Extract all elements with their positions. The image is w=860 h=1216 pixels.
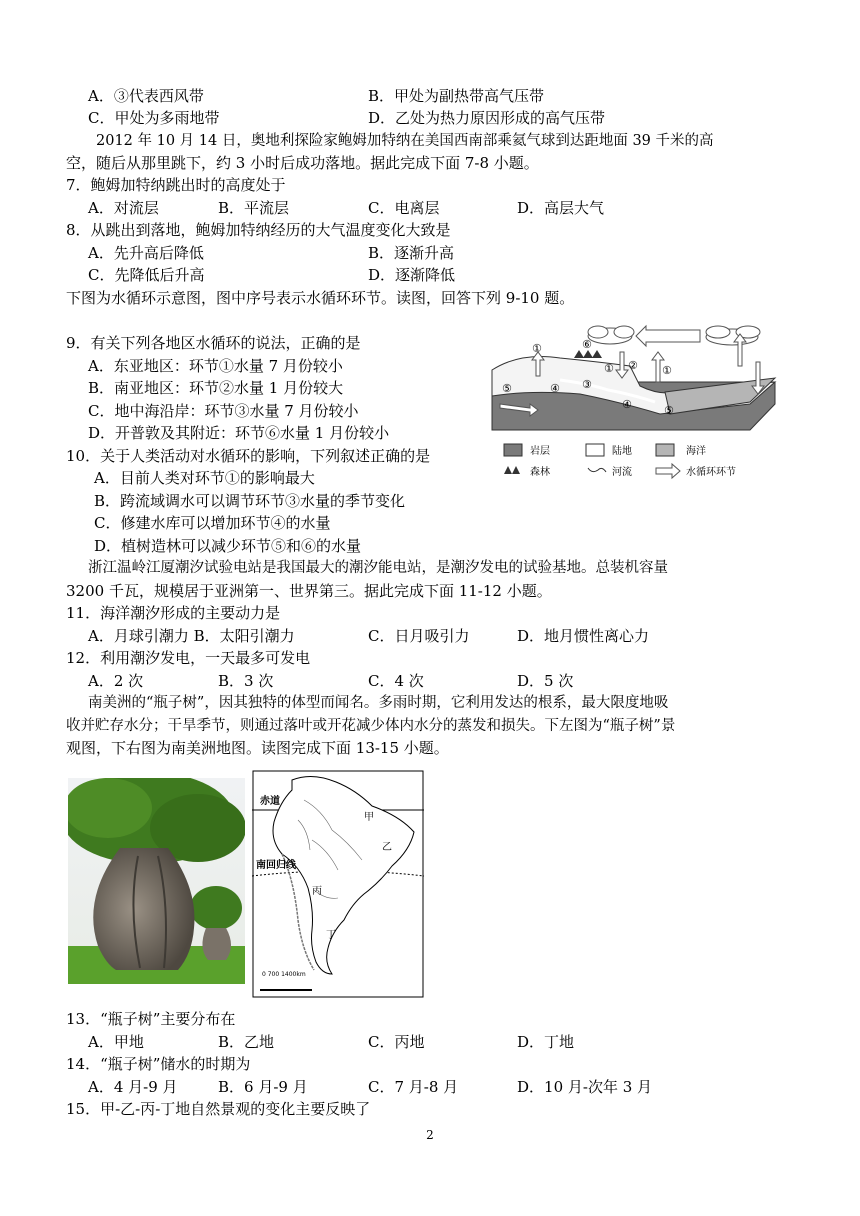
svg-text:①: ① <box>604 362 614 375</box>
page-number: 2 <box>426 1128 434 1142</box>
svg-text:③: ③ <box>582 378 592 391</box>
q8-option-a: A．先升高后降低 <box>88 244 204 262</box>
svg-text:0 700 1400km: 0 700 1400km <box>262 971 306 978</box>
q7-option-c: C．电离层 <box>368 199 440 217</box>
passage3-line3: 观图，下右图为南美洲地图。读图完成下面 13-15 小题。 <box>66 739 449 757</box>
svg-text:赤道: 赤道 <box>260 796 280 807</box>
q11-option-a-b: A．月球引潮力 B．太阳引潮力 <box>88 627 295 645</box>
q14-option-a: A．4 月-9 月 <box>88 1078 178 1096</box>
passage3-line1: 南美洲的“瓶子树”，因其独特的体型而闻名。多雨时期，它利用发达的根系，最大限度地吸 <box>88 695 669 711</box>
q9-stem: 9．有关下列各地区水循环的说法，正确的是 <box>66 334 361 352</box>
svg-text:①: ① <box>662 364 672 377</box>
arrow-icon <box>636 326 700 346</box>
q11-option-d: D．地月惯性离心力 <box>517 627 650 645</box>
svg-text:岩层: 岩层 <box>530 446 550 457</box>
south-america-map <box>252 770 424 998</box>
q12-stem: 12．利用潮汐发电，一天最多可发电 <box>66 649 311 667</box>
svg-text:⑤: ⑤ <box>664 404 674 417</box>
q11-option-c: C．日月吸引力 <box>368 627 470 645</box>
forest-icon <box>574 350 602 358</box>
q13-stem: 13．“瓶子树”主要分布在 <box>66 1010 236 1028</box>
svg-text:水循环环节: 水循环环节 <box>686 467 736 478</box>
passage3-line2: 收并贮存水分；干旱季节，则通过落叶或开花减少体内水分的蒸发和损失。下左图为“瓶子树”景 <box>66 718 676 734</box>
q10-option-c: C．修建水库可以增加环节④的水量 <box>94 514 331 532</box>
q9-option-c: C．地中海沿岸：环节③水量 7 月份较小 <box>88 402 359 420</box>
svg-text:甲: 甲 <box>364 812 374 823</box>
q8-option-d: D．逐渐降低 <box>368 266 456 284</box>
svg-text:陆地: 陆地 <box>612 446 632 457</box>
q13-option-b: B．乙地 <box>218 1033 275 1051</box>
diagram-legend <box>504 444 736 478</box>
svg-text:⑤: ⑤ <box>502 382 512 395</box>
svg-text:①: ① <box>532 342 542 355</box>
svg-text:④: ④ <box>622 398 632 411</box>
q7-option-a: A．对流层 <box>88 199 159 217</box>
q10-option-a: A．目前人类对环节①的影响最大 <box>94 469 315 487</box>
q7-stem: 7．鲍姆加特纳跳出时的高度处于 <box>66 176 286 194</box>
svg-text:②: ② <box>628 359 638 372</box>
q13-option-a: A．甲地 <box>88 1033 144 1051</box>
q6-option-d: D．乙处为热力原因形成的高气压带 <box>368 109 606 127</box>
q10-option-d: D．植树造林可以减少环节⑤和⑥的水量 <box>94 537 362 555</box>
passage2-line1: 浙江温岭江厦潮汐试验电站是我国最大的潮汐能电站，是潮汐发电的试验基地。总装机容量 <box>88 560 668 576</box>
q12-option-b: B．3 次 <box>218 672 274 690</box>
passage1-line1: 2012 年 10 月 14 日，奥地利探险家鲍姆加特纳在美国西南部乘氦气球到达距地面 39 千米的高 <box>96 133 714 149</box>
q12-option-d: D．5 次 <box>517 672 574 690</box>
q12-option-a: A．2 次 <box>88 672 144 690</box>
svg-text:森林: 森林 <box>530 467 550 478</box>
passage2-line2: 3200 千瓦，规模居于亚洲第一、世界第三。据此完成下面 11-12 小题。 <box>66 582 552 600</box>
svg-text:南回归线: 南回归线 <box>256 860 296 871</box>
q12-option-c: C．4 次 <box>368 672 424 690</box>
q7-option-b: B．平流层 <box>218 199 290 217</box>
q7-option-d: D．高层大气 <box>517 199 605 217</box>
passage1-line2: 空，随后从那里跳下，约 3 小时后成功落地。据此完成下面 7-8 小题。 <box>66 154 539 172</box>
q14-option-b: B．6 月-9 月 <box>218 1078 308 1096</box>
q14-stem: 14．“瓶子树”储水的时期为 <box>66 1055 251 1073</box>
q14-option-d: D．10 月-次年 3 月 <box>517 1078 653 1096</box>
q13-option-d: D．丁地 <box>517 1033 575 1051</box>
q11-stem: 11．海洋潮汐形成的主要动力是 <box>66 604 281 622</box>
q8-option-b: B．逐渐升高 <box>368 244 455 262</box>
bottle-tree-photo <box>68 778 245 984</box>
q6-option-a: A．③代表西风带 <box>88 87 204 105</box>
q10-stem: 10．关于人类活动对水循环的影响，下列叙述正确的是 <box>66 447 431 465</box>
svg-text:⑥: ⑥ <box>582 338 592 351</box>
q13-option-c: C．丙地 <box>368 1033 425 1051</box>
q8-option-c: C．先降低后升高 <box>88 266 205 284</box>
q9-option-a: A．东亚地区：环节①水量 7 月份较小 <box>88 357 343 375</box>
svg-text:乙: 乙 <box>382 842 392 853</box>
q6-option-b: B．甲处为副热带高气压带 <box>368 87 545 105</box>
q8-stem: 8．从跳出到落地，鲍姆加特纳经历的大气温度变化大致是 <box>66 221 451 239</box>
q15-stem: 15．甲-乙-丙-丁地自然景观的变化主要反映了 <box>66 1100 371 1118</box>
svg-text:海洋: 海洋 <box>686 446 706 457</box>
q9-option-b: B．南亚地区：环节②水量 1 月份较大 <box>88 379 344 397</box>
q14-option-c: C．7 月-8 月 <box>368 1078 459 1096</box>
intro-9-10: 下图为水循环示意图，图中序号表示水循环环节。读图，回答下列 9-10 题。 <box>66 289 575 307</box>
svg-text:丙: 丙 <box>312 886 322 897</box>
q10-option-b: B．跨流域调水可以调节环节③水量的季节变化 <box>94 492 406 510</box>
q6-option-c: C．甲处为多雨地带 <box>88 109 220 127</box>
svg-text:河流: 河流 <box>612 467 632 478</box>
svg-text:丁: 丁 <box>326 930 336 941</box>
water-cycle-diagram <box>490 322 790 488</box>
svg-text:④: ④ <box>550 382 560 395</box>
q9-option-d: D．开普敦及其附近：环节⑥水量 1 月份较小 <box>88 424 390 442</box>
